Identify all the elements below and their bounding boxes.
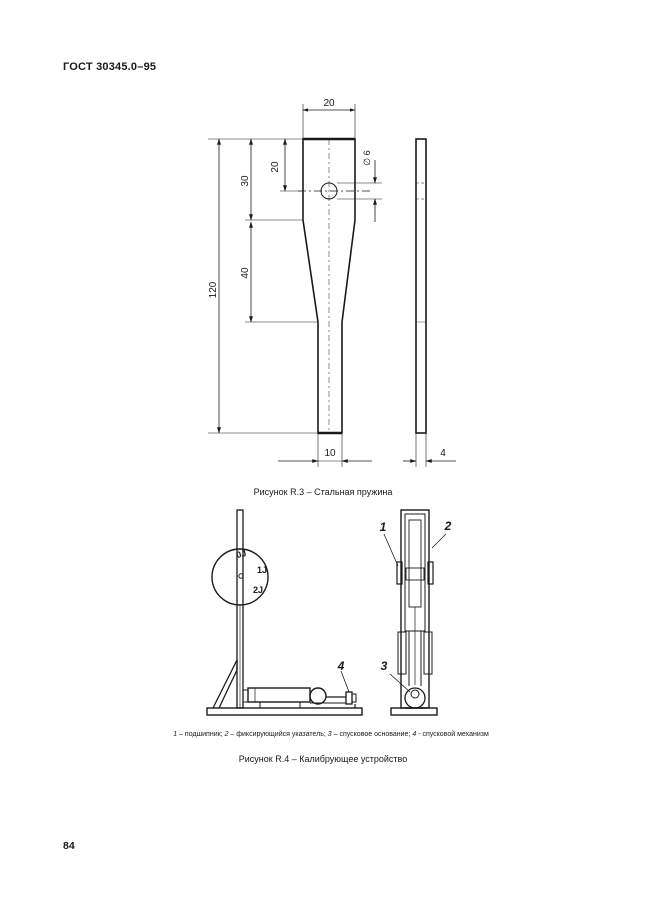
dim-thickness: 4 bbox=[440, 448, 446, 459]
callout-4: 4 bbox=[337, 659, 345, 673]
dim-40: 40 bbox=[240, 267, 251, 279]
callout-3: 3 bbox=[380, 659, 388, 673]
legend-text-1: – подшипник; bbox=[177, 731, 225, 738]
dim-hole-diameter: ∅ 6 bbox=[362, 150, 372, 166]
callout-2: 2 bbox=[444, 519, 452, 533]
legend-num-2: 2 bbox=[224, 731, 229, 738]
callout-1: 1 bbox=[379, 520, 387, 534]
figure-r4-legend bbox=[0, 731, 646, 738]
dial-mark-2j: 2J bbox=[252, 585, 264, 595]
spring-side-view bbox=[403, 139, 456, 467]
dim-bottom-width: 10 bbox=[324, 448, 336, 459]
legend-text-4: - спусковой механизм bbox=[416, 731, 489, 738]
figure-r3-caption: Рисунок R.3 – Стальная пружина bbox=[253, 487, 393, 497]
dimension-lines bbox=[208, 104, 382, 467]
dim-20-hole: 20 bbox=[270, 161, 281, 173]
dial-mark-0j: 0J bbox=[235, 547, 248, 561]
calibrator-front-view bbox=[207, 510, 362, 715]
dim-top-width: 20 bbox=[323, 98, 335, 109]
dial-mark-1j: 1J bbox=[256, 565, 268, 575]
dim-30: 30 bbox=[240, 175, 251, 187]
legend-text-3: – спусковое основание; bbox=[331, 731, 413, 738]
legend-num-4: 4 bbox=[412, 731, 417, 738]
legend-num-1: 1 bbox=[173, 731, 178, 738]
legend-num-3: 3 bbox=[327, 731, 332, 738]
calibrator-side-view bbox=[384, 510, 446, 715]
legend-text-2: – фиксирующийся указатель; bbox=[228, 731, 328, 738]
dim-120: 120 bbox=[208, 281, 219, 299]
figure-r4-caption: Рисунок R.4 – Калибрующее устройство bbox=[238, 754, 408, 764]
page-number: 84 bbox=[63, 840, 75, 852]
standard-header: ГОСТ 30345.0–95 bbox=[63, 61, 157, 73]
